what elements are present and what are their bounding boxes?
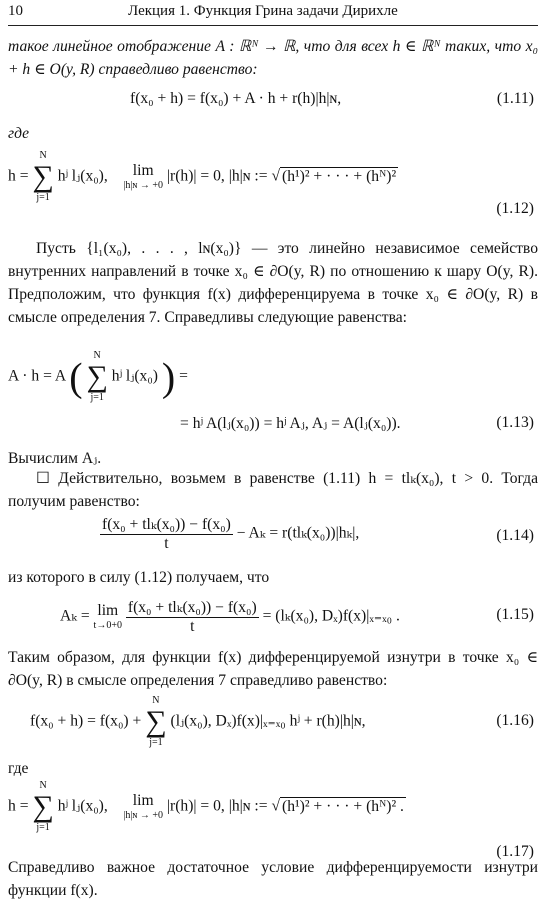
equation-number-1-17: (1.17) xyxy=(496,843,534,860)
equation-number-1-13: (1.13) xyxy=(496,414,534,431)
right-paren: ) xyxy=(161,354,176,400)
radical-sign: √ xyxy=(271,797,280,815)
eq-text: − Aₖ = r(tlₖ(x₀))|hₖ|, xyxy=(236,524,360,542)
paragraph-compute: Вычислим Aⱼ. xyxy=(8,450,102,467)
paragraph-proof-start: ☐ Действительно, возьмем в равенстве (1.11) h = tlₖ(x₀), t > 0. Тогда получим равенство: xyxy=(8,470,538,510)
equation-1-11: f(x₀ + h) = f(x₀) + A · h + r(h)|h|ɴ, xyxy=(130,90,342,107)
fraction: $\frac{\text{f(x₀ + tlₖ(x₀)) − f(x₀)}}{t}$ xyxy=(127,599,257,635)
equation-number-1-16: (1.16) xyxy=(496,712,534,729)
equation-1-15 xyxy=(60,598,400,636)
equation-number-1-12: (1.12) xyxy=(496,200,534,217)
eq-text: hʲ lⱼ(x₀), xyxy=(57,167,108,185)
left-paren: ( xyxy=(69,354,83,400)
page-number: 10 xyxy=(8,3,23,19)
limit-operator: lim |h|ɴ → +0 xyxy=(123,162,163,191)
eq-text: = xyxy=(179,367,188,385)
equation-1-14 xyxy=(100,515,359,553)
eq-text: Aₖ = xyxy=(60,607,94,625)
summation-sign: N ∑ j=1 xyxy=(32,780,54,833)
paragraph-definition-end: такое линейное отображение A : ℝᴺ → ℝ, что для всех h ∈ ℝᴺ таких, что x₀ + h ∈ O(y, R) справедливо равенство: xyxy=(8,38,538,78)
fraction: $\frac{\text{f(x₀ + tlₖ(x₀)) − f(x₀)}}{t}$ xyxy=(102,516,231,552)
limit-operator: lim |h|ɴ → +0 xyxy=(123,792,163,821)
equation-1-17 xyxy=(8,780,406,834)
eq-text: A · h = A xyxy=(8,367,66,385)
equation-1-16 xyxy=(30,695,366,749)
eq-text: = (lₖ(x₀), Dₓ)f(x)|ₓ₌ₓ₀ . xyxy=(262,607,400,625)
page-header xyxy=(8,3,538,26)
where-label-2: где xyxy=(8,760,29,777)
eq-text: f(x₀ + h) = f(x₀) + xyxy=(30,712,146,730)
paragraph-directions: Пусть {l₁(x₀), . . . , lɴ(x₀)} — это линейно независимое семейство внутренних направлений в точке x₀ ∈ ∂O(y, R) по отношению к шару O(y, R). Предположим, что функция f(x) дифференцируема в точке x₀ ∈ ∂O(y, R) в смысле определения 7. Справедливы следующие равенства: xyxy=(8,240,538,326)
paragraph-from-which: из которого в силу (1.12) получаем, что xyxy=(8,569,270,586)
equation-1-13-line1 xyxy=(8,350,188,404)
equation-1-12 xyxy=(8,150,398,204)
radicand: (h¹)² + · · · + (hᴺ)² . xyxy=(282,797,404,815)
running-title: Лекция 1. Функция Грина задачи Дирихле xyxy=(128,3,398,19)
eq-text: hʲ lⱼ(x₀) xyxy=(111,367,158,385)
paragraph-thus: Таким образом, для функции f(x) дифференцируемой изнутри в точке x₀ ∈ ∂O(y, R) в смысле определения 7 справедливо равенство: xyxy=(8,649,538,689)
eq-text: h = xyxy=(8,167,33,185)
equation-number-1-14: (1.14) xyxy=(496,527,534,544)
radicand: (h¹)² + · · · + (hᴺ)² xyxy=(282,167,397,185)
equation-1-13-line2: = hʲ A(lⱼ(x₀)) = hʲ Aⱼ, Aⱼ = A(lⱼ(x₀)). xyxy=(180,415,401,432)
eq-text: |r(h)| = 0, |h|ɴ := xyxy=(166,797,272,815)
eq-text: (lⱼ(x₀), Dₓ)f(x)|ₓ₌ₓ₀ hʲ + r(h)|h|ɴ, xyxy=(170,712,366,730)
eq-text: hʲ lⱼ(x₀), xyxy=(57,797,108,815)
eq-text: |r(h)| = 0, |h|ɴ := xyxy=(166,167,272,185)
summation-sign: N ∑ j=1 xyxy=(145,695,167,748)
limit-operator: lim t→0+0 xyxy=(93,602,122,631)
summation-sign: N ∑ j=1 xyxy=(86,350,108,403)
equation-number-1-15: (1.15) xyxy=(496,606,534,623)
summation-sign: N ∑ j=1 xyxy=(32,150,54,203)
paragraph-sufficient-condition: Справедливо важное достаточное условие дифференцируемости изнутри функции f(x). xyxy=(8,859,538,899)
equation-number-1-11: (1.11) xyxy=(496,90,534,107)
radical-sign: √ xyxy=(271,167,280,185)
where-label: где xyxy=(8,125,30,142)
eq-text: h = xyxy=(8,797,33,815)
